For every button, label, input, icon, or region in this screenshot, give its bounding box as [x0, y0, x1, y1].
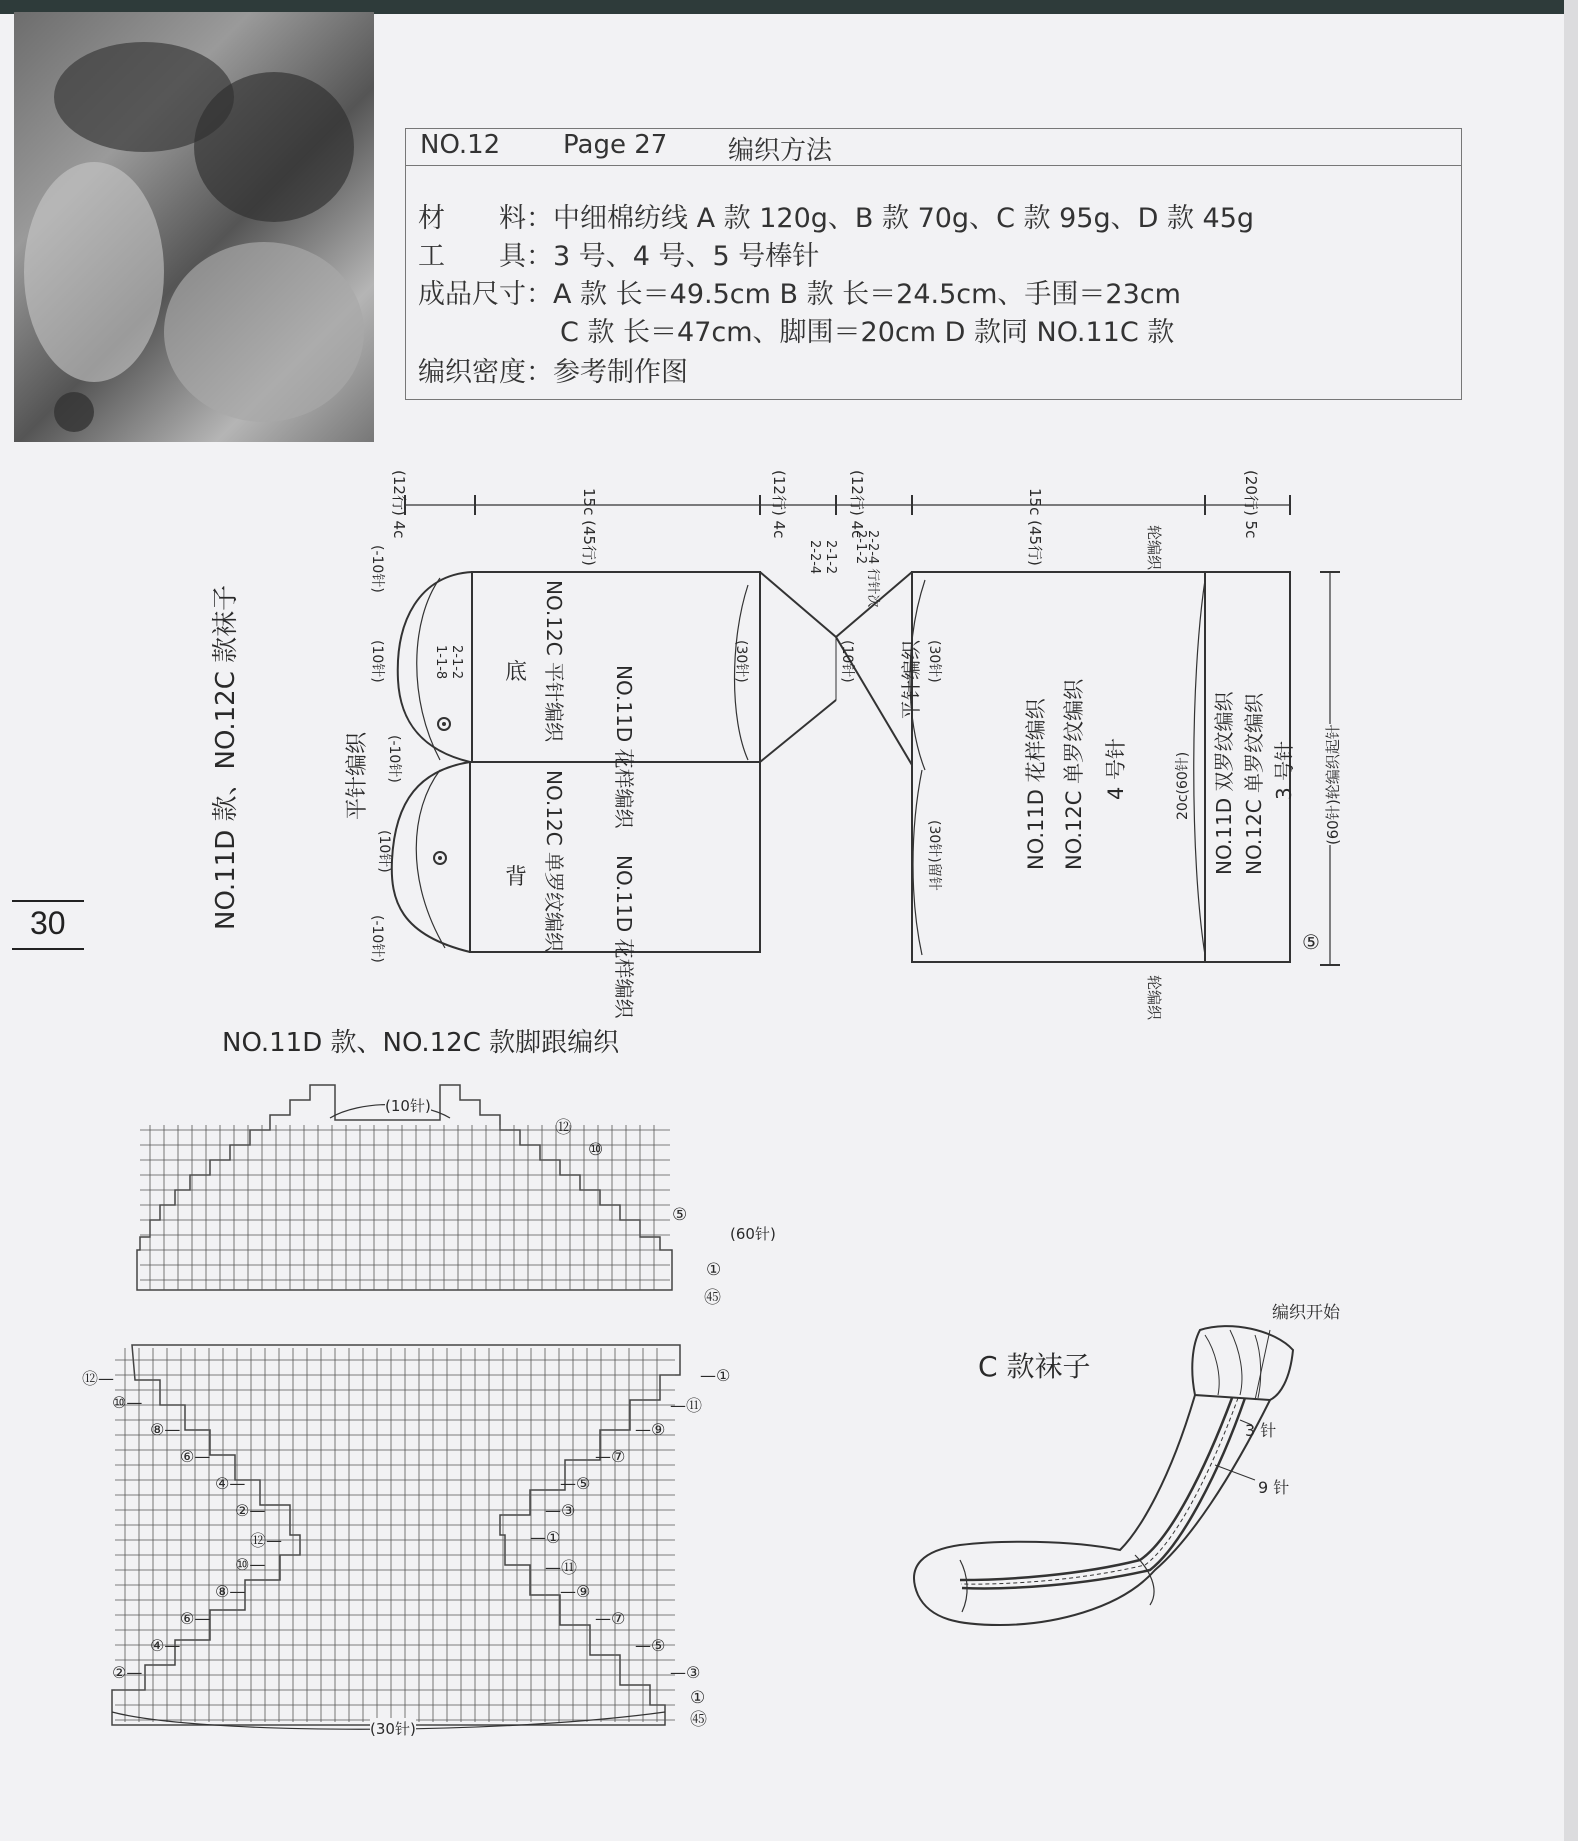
gauge-line: 编织密度：参考制作图 — [418, 357, 688, 388]
heel-row-1: ① — [706, 1260, 722, 1280]
dim-leg: 15c (45行) — [1026, 488, 1044, 566]
toe-left-row-marker: ④— — [150, 1636, 181, 1655]
toe-right-row-marker: —⑤ — [560, 1474, 591, 1493]
toe-dec-3: (-10针) — [369, 915, 385, 963]
toe-dec-1: (-10针) — [369, 545, 385, 593]
heel-stockinette-label: 平针编织 — [899, 640, 923, 720]
sole-label: 底 — [505, 660, 528, 685]
dim-toe: (12行) 4c — [390, 470, 408, 539]
leg-30-label: (30针) — [926, 640, 942, 683]
toe-left-row-marker: ⑩— — [112, 1393, 143, 1412]
sock-diagram-title: NO.11D 款、NO.12C 款袜子 — [211, 584, 241, 930]
round-top-label: 轮编织 — [1145, 525, 1163, 571]
lower-12c-label: NO.12C 单罗纹编织 — [542, 770, 566, 953]
toe-right-row-marker: —① — [700, 1366, 731, 1385]
materials-line: 材 料：中细棉纺线 A 款 120g、B 款 70g、C 款 95g、D 款 45g — [418, 203, 1255, 234]
heel-top-label: (10针) — [385, 1097, 431, 1115]
heel-10-label: (10针) — [839, 640, 855, 683]
toe-left-row-marker: ⑥— — [180, 1609, 211, 1628]
sock-c-3-stitches: 3 针 — [1245, 1421, 1277, 1440]
toe-right-row-marker: —⑪ — [545, 1558, 578, 1577]
toe-end-1: ① — [690, 1688, 706, 1708]
toe-left-row-marker: ⑥— — [180, 1447, 211, 1466]
pattern-code: NO.12 — [420, 130, 501, 160]
heel-inc-1: 2-1-2 — [853, 530, 868, 565]
page-reference: Page 27 — [563, 130, 668, 160]
toe-left-row-marker: ②— — [112, 1663, 143, 1682]
heel-30-label: (30针) — [733, 640, 749, 683]
cuff-12c-label: NO.12C 单罗纹编织 — [1242, 692, 1266, 875]
round-bottom-label: 轮编织 — [1145, 975, 1163, 1021]
toe-left-row-marker: ④— — [215, 1474, 246, 1493]
section-title: 编织方法 — [728, 136, 833, 166]
row-5-marker: ⑤ — [1302, 930, 1320, 954]
dim-heel-1: (12行) 4c — [770, 470, 788, 539]
page-number: 30 — [30, 905, 66, 941]
toe-dec-rule-1: 1-1-8 — [433, 645, 448, 680]
heel-row-5: ⑤ — [672, 1205, 688, 1225]
toe-right-row-marker: —① — [530, 1528, 561, 1547]
toe-dec-rule-2: 2-1-2 — [449, 645, 464, 680]
toe-right-row-marker: —⑤ — [635, 1636, 666, 1655]
cuff-11d-label: NO.11D 双罗纹编织 — [1212, 691, 1236, 875]
toe-right-row-marker: —⑪ — [670, 1396, 703, 1415]
toe-right-row-marker: —⑨ — [635, 1420, 666, 1439]
heel-row-10: ⑩ — [588, 1140, 604, 1160]
heel-inc-2: 2-2-4 行针次 — [865, 530, 880, 608]
heel-dec-2: 2-1-2 — [823, 540, 838, 575]
toe-st-1: (10针) — [369, 640, 385, 683]
upper-12c-label: NO.12C 平针编织 — [542, 580, 566, 743]
sock-c-title: C 款袜子 — [978, 1350, 1091, 1383]
cuff-needle-label: 3 号针 — [1272, 740, 1296, 800]
toe-left-row-marker: ⑧— — [215, 1582, 246, 1601]
leg-circumference-label: 20c(60针) — [1175, 751, 1191, 820]
tools-line: 工 具：3 号、4 号、5 号棒针 — [418, 241, 820, 272]
cast-on-label: (60针)轮编织起针 — [1324, 724, 1342, 845]
toe-right-row-marker: —⑦ — [595, 1447, 626, 1466]
toe-left-row-marker: ⑫— — [82, 1369, 115, 1388]
leg-needle-label: 4 号针 — [1104, 737, 1128, 800]
toe-width-label: (30针) — [370, 1720, 416, 1738]
toe-right-row-marker: —⑨ — [560, 1582, 591, 1601]
toe-right-row-marker: —③ — [670, 1663, 701, 1682]
heel-chart-title: NO.11D 款、NO.12C 款脚跟编织 — [222, 1028, 620, 1058]
dim-heel-2: (12行) 4c — [848, 470, 866, 539]
back-label: 背 — [505, 865, 528, 890]
heel-dec-1: 2-2-4 — [807, 540, 822, 575]
lower-11d-label: NO.11D 花样编织 — [612, 855, 636, 1019]
size-line-1: 成品尺寸：A 款 长＝49.5cm B 款 长＝24.5cm、手围＝23cm — [418, 279, 1181, 310]
leg-hold-label: (30针)留针 — [926, 820, 942, 891]
toe-dec-2: (-10针) — [386, 735, 402, 783]
toe-left-row-marker: ⑫— — [250, 1531, 283, 1550]
sock-c-start-label: 编织开始 — [1272, 1303, 1340, 1323]
toe-left-row-marker: ⑩— — [235, 1555, 266, 1574]
toe-st-2: (10针) — [376, 830, 392, 873]
toe-left-row-marker: ②— — [235, 1501, 266, 1520]
heel-width-label: (60针) — [730, 1225, 776, 1243]
size-line-2: C 款 长＝47cm、脚围＝20cm D 款同 NO.11C 款 — [560, 317, 1175, 348]
dim-cuff: (20行) 5c — [1242, 470, 1260, 539]
upper-11d-label: NO.11D 花样编织 — [612, 665, 636, 829]
dim-foot: 15c (45行) — [580, 488, 598, 566]
toe-left-row-marker: ⑧— — [150, 1420, 181, 1439]
heel-row-12: ⑫ — [555, 1118, 572, 1138]
leg-12c-label: NO.12C 单罗纹编织 — [1062, 678, 1086, 870]
heel-row-45: ㊺ — [704, 1288, 721, 1308]
sock-c-9-stitches: 9 针 — [1258, 1478, 1290, 1497]
leg-11d-label: NO.11D 花样编织 — [1024, 698, 1048, 870]
toe-right-row-marker: —③ — [545, 1501, 576, 1520]
toe-end-45: ㊺ — [690, 1710, 707, 1730]
toe-stockinette-label: 平针编织 — [345, 731, 370, 820]
toe-right-row-marker: —⑦ — [595, 1609, 626, 1628]
